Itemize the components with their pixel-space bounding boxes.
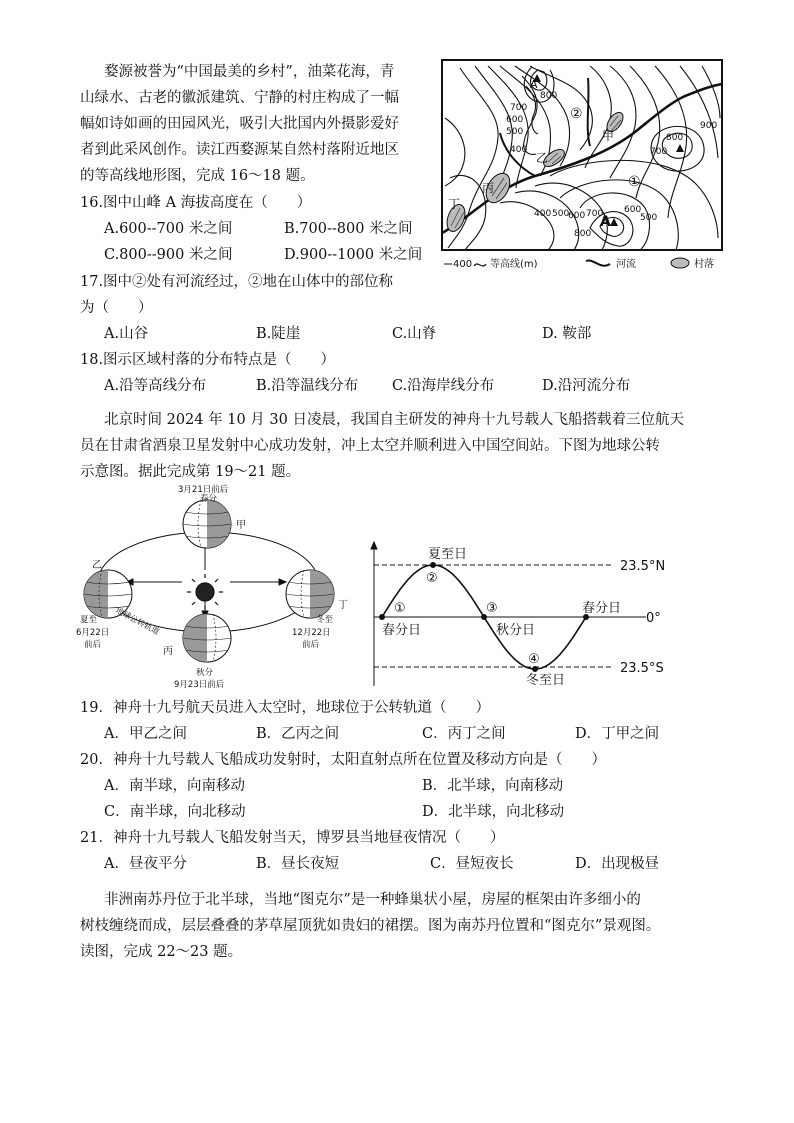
passage-line: 婺源被誉为“中国最美的乡村”，油菜花海，青 xyxy=(104,64,395,80)
key-point-dot xyxy=(379,614,385,620)
contour-label-600b: 600 xyxy=(568,211,586,221)
passage-line: 非洲南苏丹位于北半球，当地“图克尔”是一种蜂巢状小屋，房屋的框架由许多细小的 xyxy=(104,892,641,908)
contour-label-900: 900 xyxy=(700,121,718,131)
n-lat-label: 23.5°N xyxy=(620,559,666,574)
q19-option-c[interactable]: C．丙丁之间 xyxy=(422,726,506,742)
q18-stem: 18.图示区域村落的分布特点是（ ） xyxy=(80,352,336,368)
next-spring-equinox-label: 春分日 xyxy=(582,601,622,616)
legend-contour-value: 400 xyxy=(453,259,473,270)
summer-label: 夏至 xyxy=(80,615,98,625)
contour-label-800c: 800 xyxy=(574,229,592,239)
legend-village-label: 村落 xyxy=(694,259,714,270)
label-jia: 甲 xyxy=(602,129,615,143)
legend-river-label: 河流 xyxy=(616,259,636,270)
summer-solstice-label: 夏至日 xyxy=(428,547,468,562)
contour-label-600: 600 xyxy=(506,115,524,125)
contour-label-500: 500 xyxy=(506,127,524,137)
contour-label-800: 800 xyxy=(540,91,558,101)
winter-date-label: 12月22日 xyxy=(292,628,331,638)
q18-option-a[interactable]: A.沿等高线分布 xyxy=(104,378,207,394)
q16-option-a[interactable]: A.600--700 米之间 xyxy=(104,221,233,237)
orbit-ding-label: 丁 xyxy=(338,600,348,611)
q20-option-c[interactable]: C．南半球，向北移动 xyxy=(104,804,246,820)
q18-option-d[interactable]: D.沿河流分布 xyxy=(542,378,631,394)
contour-label-700b: 700 xyxy=(650,147,668,157)
q16-option-c[interactable]: C.800--900 米之间 xyxy=(104,247,233,263)
key-point-dot xyxy=(430,562,436,568)
orbit-diagram xyxy=(70,482,350,694)
contour-label-800b: 800 xyxy=(666,133,684,143)
q21-option-c[interactable]: C．昼短夜长 xyxy=(430,856,514,872)
orbit-name-label: 地球公转轨道 xyxy=(114,605,161,637)
q20-option-a[interactable]: A．南半球，向南移动 xyxy=(104,778,245,794)
winter-solstice-label: 冬至日 xyxy=(526,673,566,688)
contour-label-500b: 500 xyxy=(552,209,570,219)
q20-option-b[interactable]: B．北半球，向南移动 xyxy=(422,778,564,794)
q21-option-b[interactable]: B．昼长夜短 xyxy=(256,856,340,872)
orbit-jia-label: 甲 xyxy=(236,520,246,531)
winter-label: 冬至 xyxy=(316,615,334,625)
spring-label: 春分 xyxy=(200,494,218,504)
q17-option-b[interactable]: B.陡崖 xyxy=(256,326,301,342)
passage-line: 山绿水、古老的徽派建筑、宁静的村庄构成了一幅 xyxy=(80,90,399,106)
autumn-date-label: 9月23日前后 xyxy=(174,680,225,690)
legend-contour-label: 等高线(m) xyxy=(490,259,538,270)
label-circle-1: ① xyxy=(628,174,641,190)
q17-option-c[interactable]: C.山脊 xyxy=(392,326,437,342)
spring-equinox-label: 春分日 xyxy=(382,623,422,638)
q16-option-d[interactable]: D.900--1000 米之间 xyxy=(284,247,423,263)
passage-line: 示意图。据此完成第 19～21 题。 xyxy=(80,464,301,480)
q19-option-b[interactable]: B．乙丙之间 xyxy=(256,726,340,742)
contour-label-500c: 500 xyxy=(640,213,658,223)
earth-spring xyxy=(183,500,231,548)
passage-line: 幅如诗如画的田园风光，吸引大批国内外摄影爱好 xyxy=(80,116,399,132)
q17-stem-line1: 17.图中②处有河流经过，②地在山体中的部位称 xyxy=(80,274,394,290)
contour-label-700: 700 xyxy=(510,103,528,113)
point-3-label: ③ xyxy=(486,601,498,616)
passage-line: 树枝缠绕而成，层层叠叠的茅草屋顶犹如贵妇的裙摆。图为南苏丹位置和“图克尔”景观图。 xyxy=(80,918,661,934)
subsolar-point-diagram xyxy=(368,540,694,688)
q18-option-c[interactable]: C.沿海岸线分布 xyxy=(392,378,495,394)
q17-stem-line2: 为（ ） xyxy=(80,300,153,316)
summer-date-label: 6月22日 xyxy=(76,628,110,638)
autumn-equinox-label: 秋分日 xyxy=(496,623,536,638)
contour-map xyxy=(440,58,725,276)
q16-option-b[interactable]: B.700--800 米之间 xyxy=(284,221,413,237)
orbit-bing-label: 丙 xyxy=(163,646,173,657)
label-circle-2: ② xyxy=(570,106,583,122)
q19-stem: 19．神舟十九号航天员进入太空时，地球位于公转轨道（ ） xyxy=(80,700,490,716)
orbit-yi-label: 乙 xyxy=(92,560,102,571)
passage-line: 员在甘肃省酒泉卫星发射中心成功发射，冲上太空并顺利进入中国空间站。下图为地球公转 xyxy=(80,438,660,454)
passage-line: 北京时间 2024 年 10 月 30 日凌晨，我国自主研发的神舟十九号载人飞船搭载着三位航天 xyxy=(104,412,684,428)
q19-option-a[interactable]: A．甲乙之间 xyxy=(104,726,187,742)
q19-option-d[interactable]: D．丁甲之间 xyxy=(575,726,660,742)
passage-line: 者到此采风创作。读江西婺源某自然村落附近地区 xyxy=(80,142,399,158)
passage-line: 的等高线地形图，完成 16～18 题。 xyxy=(80,168,315,184)
q18-option-b[interactable]: B.沿等温线分布 xyxy=(256,378,359,394)
winter-after-label: 前后 xyxy=(302,640,320,650)
contour-label-700c: 700 xyxy=(586,209,604,219)
label-bing: 丙 xyxy=(482,181,495,195)
q21-option-a[interactable]: A．昼夜平分 xyxy=(104,856,187,872)
q17-option-d[interactable]: D. 鞍部 xyxy=(542,326,592,342)
map-legend xyxy=(444,257,714,270)
point-2-label: ② xyxy=(426,571,438,586)
point-4-label: ④ xyxy=(528,652,540,667)
point-1-label: ① xyxy=(394,601,406,616)
s-lat-label: 23.5°S xyxy=(620,661,664,676)
q21-option-d[interactable]: D．出现极昼 xyxy=(575,856,660,872)
earth-autumn xyxy=(183,614,231,662)
contour-label-400b: 400 xyxy=(534,209,552,219)
q20-stem: 20．神舟十九号载人飞船成功发射时，太阳直射点所在位置及移动方向是（ ） xyxy=(80,752,606,768)
q21-stem: 21．神舟十九号载人飞船发射当天，博罗县当地昼夜情况（ ） xyxy=(80,830,505,846)
peak-a-label: A xyxy=(600,214,611,230)
earth-winter xyxy=(286,570,334,618)
q17-option-a[interactable]: A.山谷 xyxy=(104,326,149,342)
summer-after-label: 前后 xyxy=(84,640,102,650)
q20-option-d[interactable]: D．北半球，向北移动 xyxy=(422,804,565,820)
label-yi: 乙 xyxy=(536,151,549,165)
peak-a-label-top: A xyxy=(530,78,538,91)
contour-label-400: 400 xyxy=(510,145,528,155)
spring-date-label: 3月21日前后 xyxy=(178,485,229,495)
passage-line: 读图，完成 22～23 题。 xyxy=(80,944,243,960)
q16-stem: 16.图中山峰 A 海拔高度在（ ） xyxy=(80,195,312,211)
autumn-label: 秋分 xyxy=(196,668,214,678)
contour-label-600c: 600 xyxy=(624,205,642,215)
label-ding: 丁 xyxy=(448,197,461,211)
zero-lat-label: 0° xyxy=(646,611,661,626)
